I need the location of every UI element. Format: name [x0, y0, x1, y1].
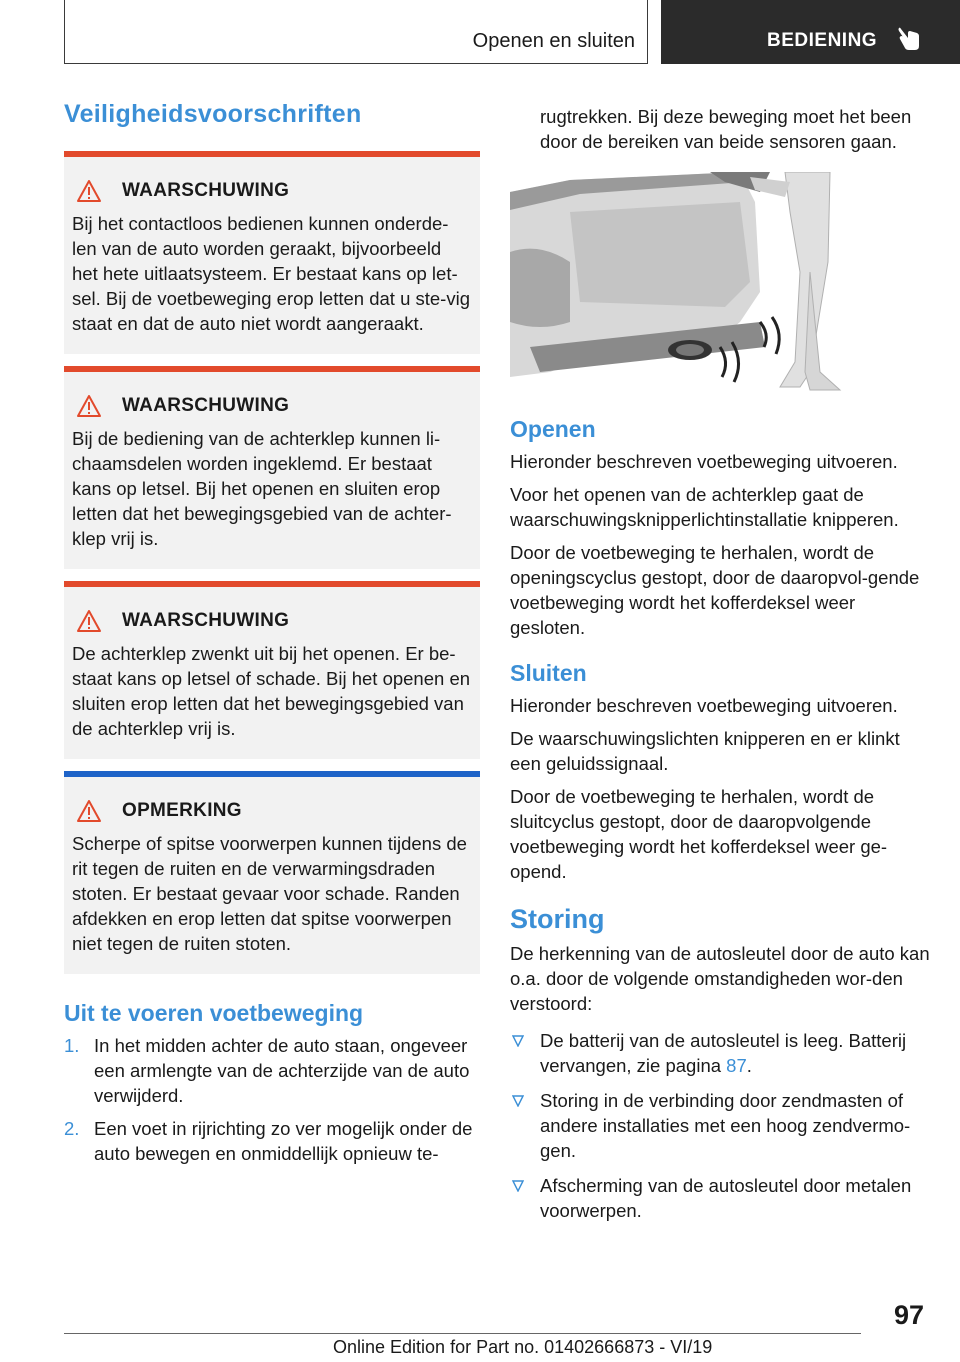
- page-number: 97: [894, 1300, 925, 1330]
- foot-movement-heading: Uit te voeren voetbeweging: [64, 1000, 364, 1026]
- list-item: [64, 1033, 480, 1108]
- warning-text: Bij het contactloos bedienen kunnen onderde-len van de auto worden geraakt, bijvoorbeeld het hete uitlaatsysteem. Er bestaat kans op let-sel. Bij de voetbeweging erop letten dat u ste-vig staat en dat de auto niet wordt aangeraakt.: [72, 213, 470, 334]
- storing-intro: De herkenning van de autosleutel door de auto kan o.a. door de volgende omstandigheden wor-den verstoord:: [510, 943, 930, 1014]
- note-box: [64, 771, 480, 974]
- warning-box-1: [64, 151, 480, 354]
- storing-list: [510, 1028, 930, 1223]
- bullet-triangle-icon: [512, 1180, 524, 1192]
- openen-paragraph: Door de voetbeweging te herhalen, wordt de openingscyclus gestopt, door de daaropvol-gende voetbeweging wordt het kofferdeksel weer gesloten.: [510, 542, 920, 638]
- bullet-text: Storing in de verbinding door zendmasten of andere installaties met een hoog zendvermo-gen.: [540, 1090, 911, 1161]
- step-number: 2.: [64, 1118, 80, 1139]
- warning-triangle-icon: [76, 179, 102, 203]
- warning-box-3: [64, 581, 480, 759]
- steps-list: [64, 1033, 480, 1166]
- footer-divider: [64, 1333, 861, 1334]
- bullet-text: De batterij van de autosleutel is leeg. Batterij vervangen, zie pagina: [540, 1030, 907, 1076]
- list-item: [510, 1173, 930, 1223]
- storing-heading: Storing: [510, 904, 605, 934]
- warning-box-2: [64, 366, 480, 569]
- step-continuation: rugtrekken. Bij deze beweging moet het been door de bereiken van beide sensoren gaan.: [540, 106, 912, 152]
- safety-heading: Veiligheidsvoorschriften: [64, 100, 362, 128]
- header-section-title: Openen en sluiten: [472, 30, 635, 52]
- page-link[interactable]: 87: [726, 1055, 747, 1076]
- warning-text: De achterklep zwenkt uit bij het openen. Er be-staat kans op letsel of schade. Bij het openen en sluiten erop letten dat het bewegingsgebied van de achterklep vrij is.: [72, 643, 471, 739]
- header-chapter-box: [661, 0, 960, 64]
- step-number: 1.: [64, 1035, 80, 1056]
- tailgate-foot-sensor-illustration: [510, 172, 850, 394]
- bullet-text: Afscherming van de autosleutel door metalen voorwerpen.: [540, 1175, 912, 1221]
- pointing-hand-icon: [897, 26, 921, 52]
- warning-label: WAARSCHUWING: [122, 180, 290, 201]
- warning-triangle-icon: [76, 394, 102, 418]
- warning-text: Bij de bediening van de achterklep kunnen li-chaamsdelen worden ingeklemd. Er bestaat kans op letsel. Bij het openen en sluiten erop letten dat het bewegingsgebied van de achter-klep vrij is.: [72, 428, 452, 549]
- warning-label: WAARSCHUWING: [122, 395, 290, 416]
- bullet-triangle-icon: [512, 1095, 524, 1107]
- sluiten-paragraph: De waarschuwingslichten knipperen en er klinkt een geluidssignaal.: [510, 728, 900, 774]
- left-column: [64, 100, 480, 1174]
- sluiten-paragraph: Hieronder beschreven voetbeweging uitvoeren.: [510, 695, 898, 716]
- edition-text: Online Edition for Part no. 01402666873 - VI/19: [333, 1337, 713, 1357]
- note-text: Scherpe of spitse voorwerpen kunnen tijdens de rit tegen de ruiten en de verwarmingsdraden stoten. Er bestaat gevaar voor schade. Randen afdekken en erop letten dat spitse voorwerpen niet tegen de ruiten stoten.: [72, 833, 467, 954]
- sluiten-paragraph: Door de voetbeweging te herhalen, wordt de sluitcyclus gestopt, door de daaropvolgende voetbeweging wordt het kofferdeksel weer ge-opend.: [510, 786, 888, 882]
- openen-paragraph: Voor het openen van de achterklep gaat de waarschuwingsknipperlichtinstallatie knipperen.: [510, 484, 899, 530]
- warning-label: WAARSCHUWING: [122, 610, 290, 631]
- right-column: [510, 104, 930, 1233]
- warning-triangle-icon: [76, 799, 102, 823]
- openen-paragraph: Hieronder beschreven voetbeweging uitvoeren.: [510, 451, 898, 472]
- header-chapter-title: BEDIENING: [767, 30, 878, 51]
- bullet-text-end: .: [746, 1055, 752, 1076]
- step-text: Een voet in rijrichting zo ver mogelijk onder de auto bewegen en onmiddellijk opnieuw te-: [94, 1118, 473, 1164]
- sluiten-heading: Sluiten: [510, 660, 587, 686]
- list-item: [64, 1116, 480, 1166]
- note-label: OPMERKING: [122, 800, 242, 821]
- list-item: [510, 1088, 930, 1163]
- header-section-box: [64, 0, 648, 64]
- step-text: In het midden achter de auto staan, ongeveer een armlengte van de achterzijde van de auto verwijderd.: [94, 1035, 470, 1106]
- list-item: [510, 1028, 930, 1078]
- bullet-triangle-icon: [512, 1035, 524, 1047]
- openen-heading: Openen: [510, 416, 596, 442]
- warning-triangle-icon: [76, 609, 102, 633]
